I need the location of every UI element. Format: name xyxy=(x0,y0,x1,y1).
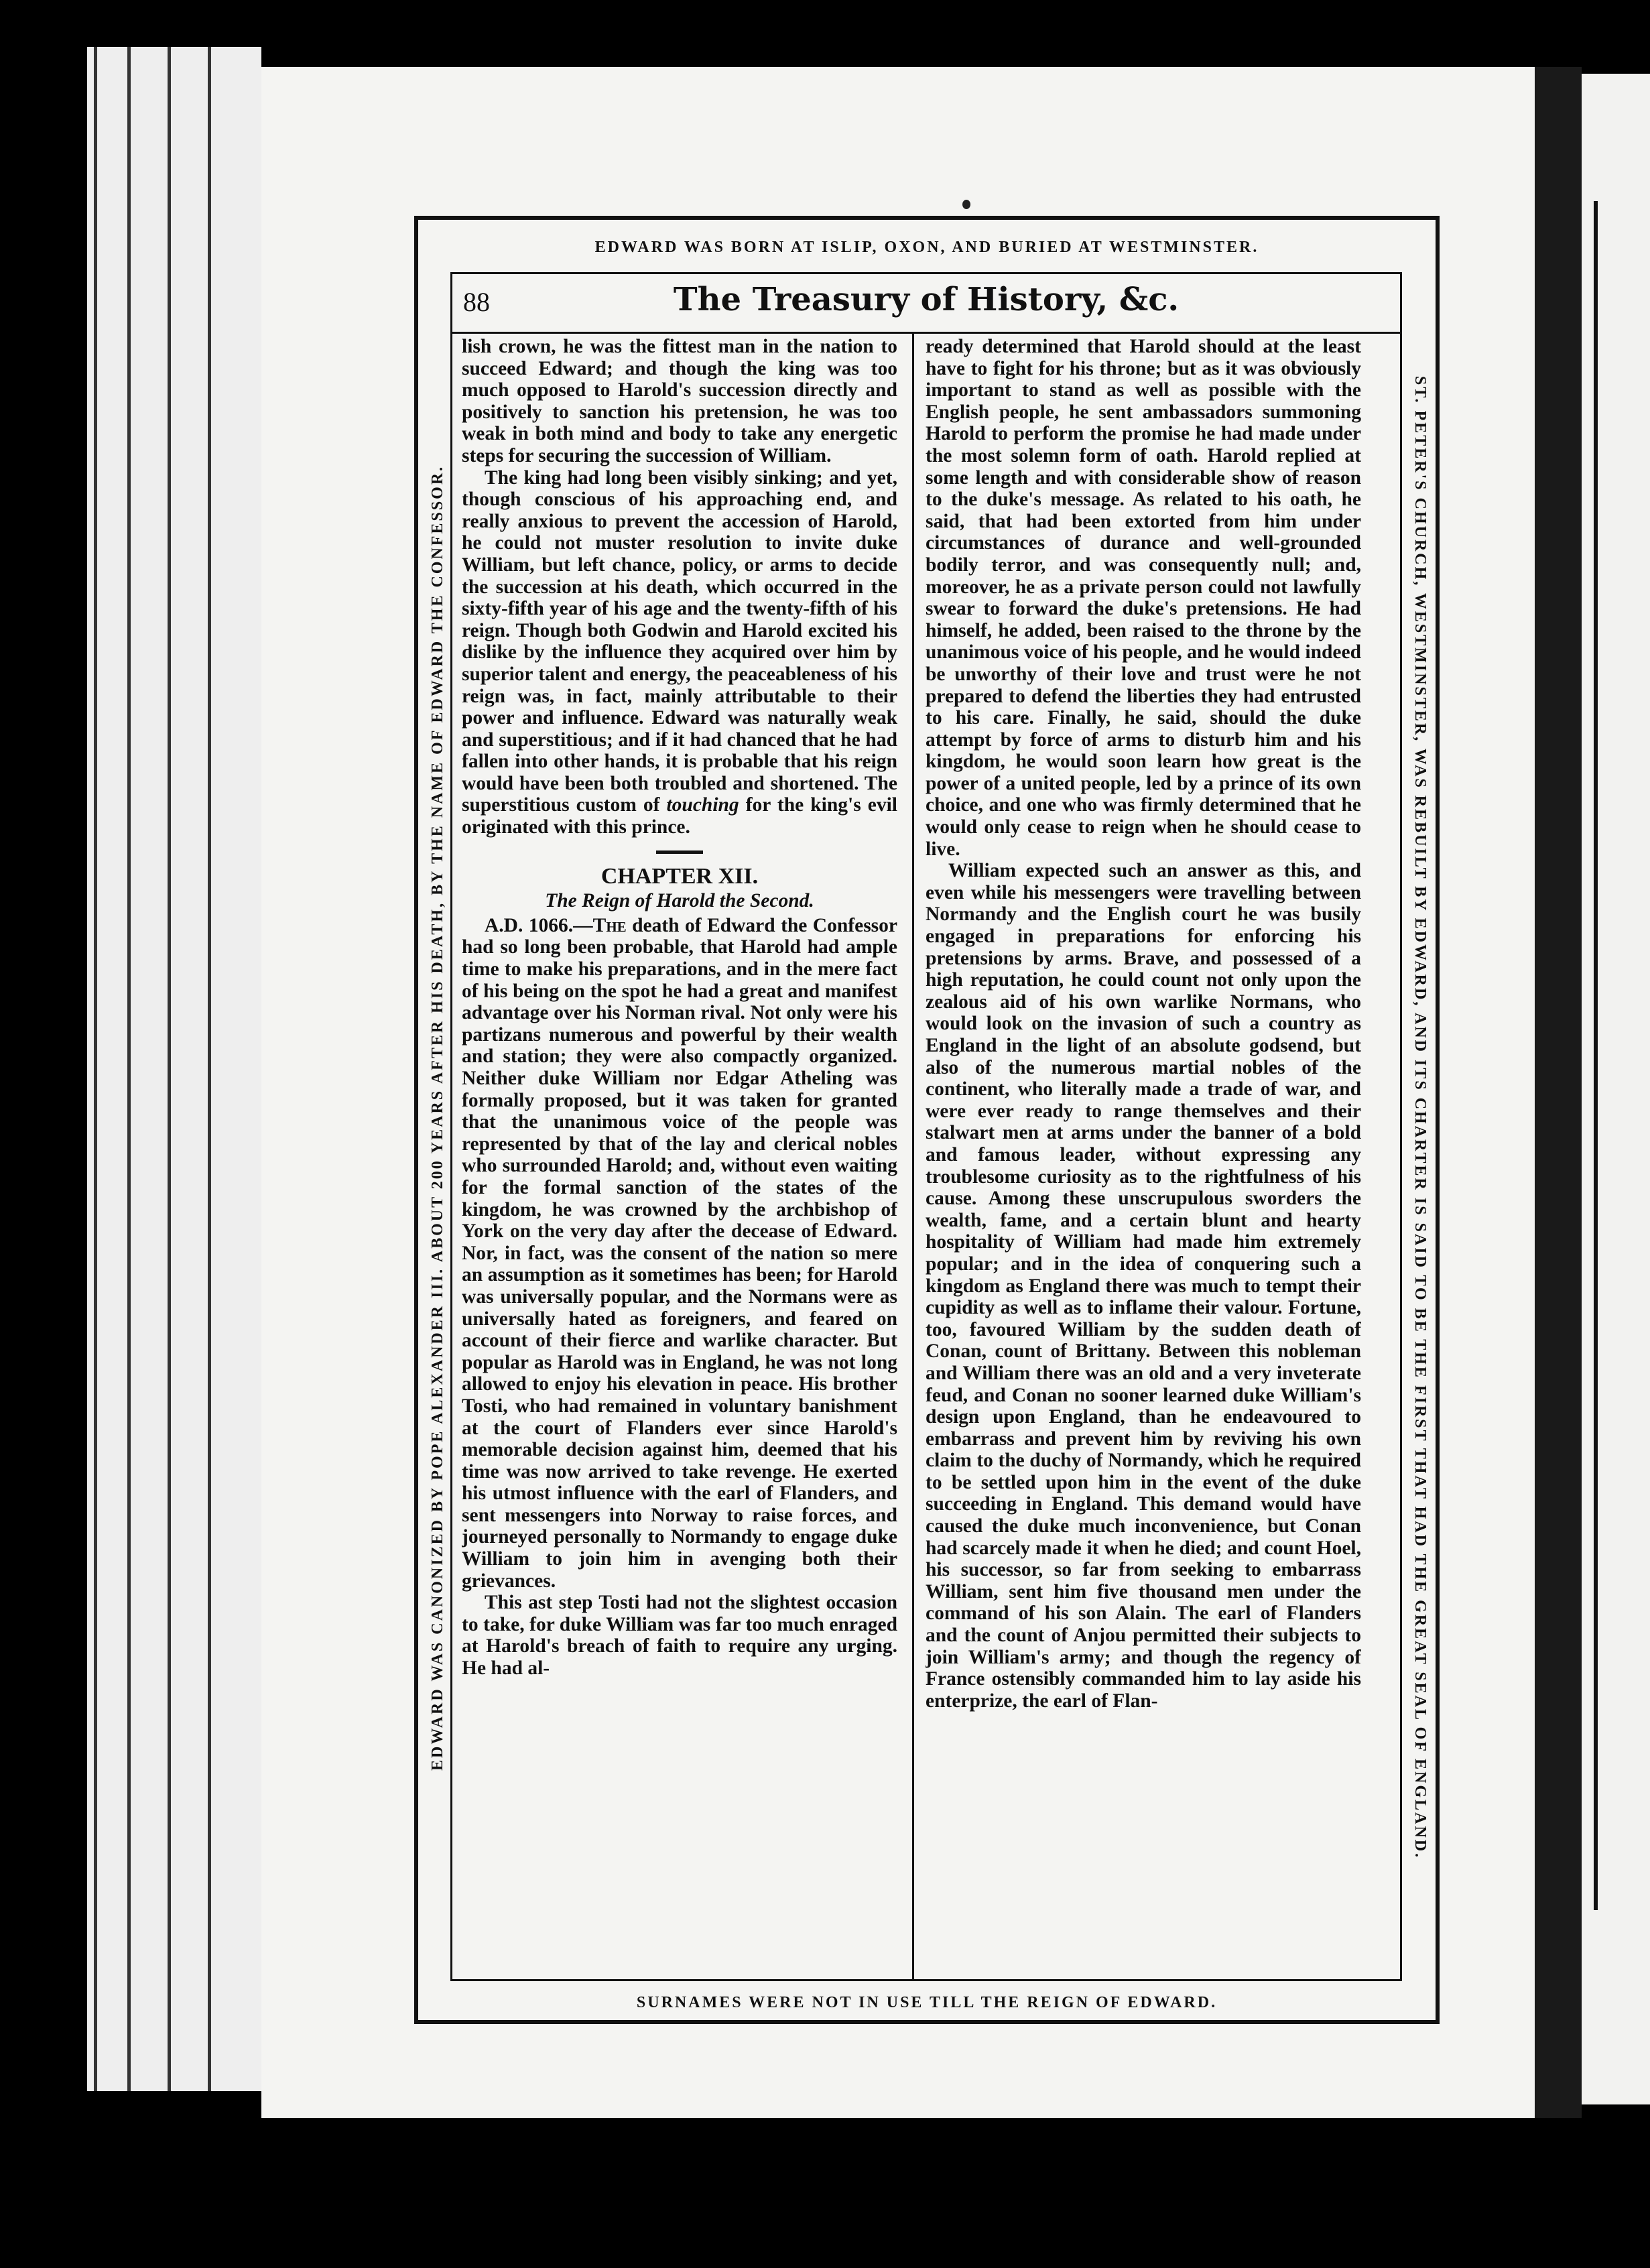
text-frame xyxy=(450,272,1402,1981)
paragraph: lish crown, he was the fittest man in the nation to succeed Edward; and though the king was too much opposed to Harold's succession directly and positively to sanction his pretension, he was too weak in both mind and body to take any energetic steps for securing the succession of William. xyxy=(462,336,897,466)
ink-spot xyxy=(962,200,970,209)
text-run: The king had long been visibly sinking; and yet, though conscious of his approaching end, and really anxious to prevent the accession of Harold, he could not muster resolution to invite duke William, but left chance, policy, or arms to decide the succession at his death, which occurred in the sixty-fifth year of his age and the twenty-fifth of his reign. Though both Godwin and Harold excited his dislike by the influence they acquired over him by superior talent and energy, the peaceableness of his reign was, in fact, mainly attributable to their power and influence. Edward was naturally weak and superstitious; and if it had chanced that he had fallen into other hands, it is probable that his reign would have been both troubled and shortened. The superstitious custom of xyxy=(462,466,897,816)
paragraph xyxy=(462,467,897,838)
page-header xyxy=(452,274,1400,334)
page-edge-line xyxy=(208,47,211,2091)
paragraph: ready determined that Harold should at the least have to fight for his throne; but as it was obviously important to stand as well as possible with the English people, he sent ambassadors summoning Harold to perform the promise he had made under the most solemn form of oath. Harold replied at some length and with considerable show of reason to the duke's message. As related to his oath, he said, that had been extorted from him under circumstances of durance and well-grounded bodily terror, and was consequently null; and, moreover, he as a private person could not lawfully swear to forward the duke's pretensions. He had himself, he added, been raised to the throne by the unanimous voice of his people, and he would indeed be unworthy of their love and trust were he not prepared to defend the liberties they had entrusted to his care. Finally, he said, should the duke attempt by force of arms to disturb him and his kingdom, he would soon learn how great is the power of a united people, led by a prince of its own choice, and one who was firmly determined that he would only cease to reign when he should cease to live. xyxy=(926,336,1361,860)
section-divider xyxy=(656,850,703,854)
book-page xyxy=(261,67,1535,2118)
text-run: death of Edward the Confessor had so long been probable, that Harold had ample time to make his preparations, and in the mere fact of his being on the spot he had a great and manifest advantage over his Norman rival. Not only were his partizans numerous and powerful by their wealth and station; they were also compactly organized. Neither duke William nor Edgar Atheling was formally proposed, but it was taken for granted that the unanimous voice of the people was represented by that of the lay and clerical nobles who surrounded Harold; and, without even waiting for the formal sanction of the states of the kingdom, he was crowned by the archbishop of York on the very day after the decease of Edward. Nor, in fact, was the consent of the nation so mere an assumption as it sometimes has been; for Harold was universally popular, and the Normans were as universally hated as foreigners, and feared on account of their fierce and warlike character. But popular as Harold was in England, he was not long allowed to enjoy his elevation in peace. His brother Tosti, who had remained in voluntary banishment at the court of Flanders ever since Harold's memorable decision against him, deemed that his time was now arrived to take revenge. He exerted his utmost influence with the earl of Flanders, and sent messengers into Norway to raise forces, and journeyed personally to Normandy to engage duke William to join him in avenging both their grievances. xyxy=(462,914,897,1592)
margin-note-top: EDWARD WAS BORN AT ISLIP, OXON, AND BURIED AT WESTMINSTER. xyxy=(594,239,1259,256)
margin-note-bottom: SURNAMES WERE NOT IN USE TILL THE REIGN OF EDWARD. xyxy=(636,1994,1218,2011)
page-number: 88 xyxy=(463,287,490,317)
text-run: for the king's evil originated with this prince. xyxy=(462,794,897,838)
chapter-subtitle: The Reign of Harold the Second. xyxy=(545,890,814,912)
margin-note-left: EDWARD WAS CANONIZED BY POPE ALEXANDER III. ABOUT 200 YEARS AFTER HIS DEATH, BY THE NAME OF EDWARD THE CONFESSOR. xyxy=(429,464,446,1771)
paragraph: William expected such an answer as this, and even while his messengers were travelling between Normandy and the English court he was busily engaged in preparations for enforcing his pretensions by arms. Brave, and possessed of a high reputation, he could count not only upon the zealous aid of his own warlike Normans, who would look on the invasion of such a country as England in the light of an absolute godsend, but also of the numerous martial nobles of the continent, who literally made a trade of war, and were ever ready to range themselves and their stalwart men at arms under the banner of a bold and famous leader, without expressing any troublesome curiosity as to the rightfulness of his cause. Among these unscrupulous sworders the wealth, fame, and a certain blunt and hearty hospitality of William had made him extremely popular; and in the idea of conquering such a kingdom as England there was much to tempt their cupidity as well as to inflame their valour. Fortune, too, favoured William by the sudden death of Conan, count of Brittany. Between this nobleman and William there was an old and a very inveterate feud, and Conan no sooner learned duke William's design upon England, than he endeavoured to embarrass and prevent him by reviving his own claim to the duchy of Normandy, which he required to be settled upon him in the event of the duke succeeding in England. This demand would have caused the duke much inconvenience, but Conan had scarcely made it when he died; and count Hoel, his successor, so far from seeking to embarrass William, sent him five thousand men under the command of his son Alain. The earl of Flanders and the count of Anjou permitted their subjects to join William's army; and though the regency of France ostensibly commanded him to lay aside his enterprize, the earl of Flan- xyxy=(926,860,1361,1712)
margin-note-right: ST. PETER'S CHURCH, WESTMINSTER, WAS REBUILT BY EDWARD, AND ITS CHARTER IS SAID TO BE THE FIRST THAT HAD THE GREAT SEAL OF ENGLAND. xyxy=(1411,376,1429,1860)
facing-page-border xyxy=(1594,201,1598,1910)
left-column xyxy=(462,336,897,1966)
italic-text: touching xyxy=(666,794,739,816)
page-edge-line xyxy=(94,47,97,2091)
page-frame xyxy=(414,216,1440,2024)
column-divider xyxy=(912,332,914,1979)
book-binding xyxy=(1535,67,1582,2118)
right-column xyxy=(926,336,1361,1966)
dash: — xyxy=(573,914,593,936)
page-edge-line xyxy=(168,47,171,2091)
running-title: The Treasury of History, &c. xyxy=(673,281,1180,318)
paragraph: This ast step Tosti had not the slightest occasion to take, for duke William was far too much enraged at Harold's breach of faith to require any urging. He had al- xyxy=(462,1592,897,1680)
lead-word: The xyxy=(592,914,627,936)
date: A.D. 1066. xyxy=(485,914,574,936)
page-edge-line xyxy=(127,47,131,2091)
paragraph xyxy=(462,915,897,1592)
book-page-stack xyxy=(87,47,261,2091)
chapter-title: CHAPTER XII. xyxy=(600,863,759,889)
facing-page-edge xyxy=(1582,74,1650,2104)
